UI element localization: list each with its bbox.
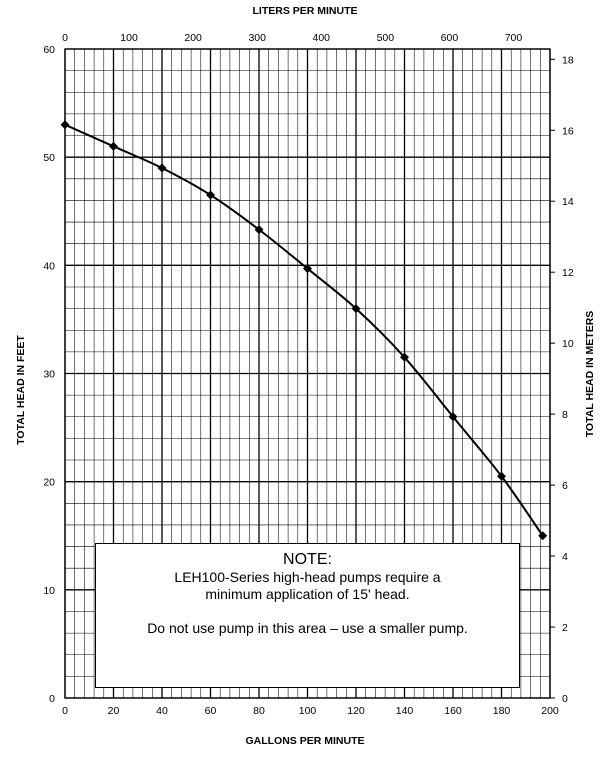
right-tick-label: 6 <box>562 480 568 493</box>
x-axis-title: GALLONS PER MINUTE <box>245 735 365 747</box>
x-tick-label: 120 <box>347 705 365 717</box>
left-axis-ticks <box>43 44 55 705</box>
right-axis-title: TOTAL HEAD IN METERS <box>584 310 596 438</box>
x-tick-label: 20 <box>107 705 120 717</box>
x-tick-label: 200 <box>541 705 559 717</box>
data-point-marker <box>61 120 70 129</box>
right-tick-label: 12 <box>562 267 574 280</box>
right-tick-label: 8 <box>562 409 568 422</box>
note-line-3: Do not use pump in this area – use a smaller pump. <box>147 620 468 636</box>
x-tick-label: 140 <box>395 705 414 717</box>
right-tick-label: 18 <box>562 54 574 67</box>
top-tick-label: 600 <box>440 32 459 44</box>
x-tick-label: 160 <box>444 705 462 717</box>
top-tick-label: 500 <box>376 32 395 44</box>
right-tick-label: 4 <box>562 551 568 564</box>
right-tick-label: 10 <box>562 338 574 351</box>
y-tick-label: 50 <box>43 152 55 165</box>
x-tick-label: 100 <box>298 705 317 717</box>
right-tick-label: 14 <box>562 196 574 209</box>
note-line-2: minimum application of 15' head. <box>205 586 410 602</box>
note-title: NOTE: <box>283 551 332 568</box>
note-box <box>95 543 520 688</box>
y-tick-label: 20 <box>43 476 55 489</box>
y-tick-label: 10 <box>43 584 55 597</box>
x-tick-label: 180 <box>492 705 511 717</box>
x-tick-label: 60 <box>204 705 217 717</box>
x-tick-label: 0 <box>62 705 68 717</box>
data-point-marker <box>109 142 118 151</box>
y-tick-label: 0 <box>49 693 55 705</box>
y-tick-label: 40 <box>43 260 55 273</box>
note-line-1: LEH100-Series high-head pumps require a <box>174 569 441 585</box>
data-point-marker <box>158 163 167 172</box>
right-tick-label: 0 <box>562 693 568 705</box>
x-tick-label: 80 <box>253 705 265 717</box>
x-tick-label: 40 <box>156 705 168 717</box>
top-tick-label: 200 <box>184 32 202 44</box>
top-axis-title: LITERS PER MINUTE <box>252 5 358 17</box>
top-axis-ticks <box>62 32 522 44</box>
note-spacer <box>96 603 519 620</box>
top-tick-label: 0 <box>62 32 68 44</box>
right-axis-ticks <box>550 54 574 705</box>
right-tick-label: 16 <box>562 125 574 138</box>
top-tick-label: 400 <box>312 32 331 44</box>
right-tick-label: 2 <box>562 622 568 635</box>
top-tick-label: 300 <box>248 32 266 44</box>
bottom-axis-ticks <box>62 705 559 717</box>
y-tick-label: 60 <box>43 44 55 56</box>
top-tick-label: 700 <box>504 32 523 44</box>
y-tick-label: 30 <box>43 368 55 381</box>
left-axis-title: TOTAL HEAD IN FEET <box>15 335 27 445</box>
top-tick-label: 100 <box>120 32 138 44</box>
